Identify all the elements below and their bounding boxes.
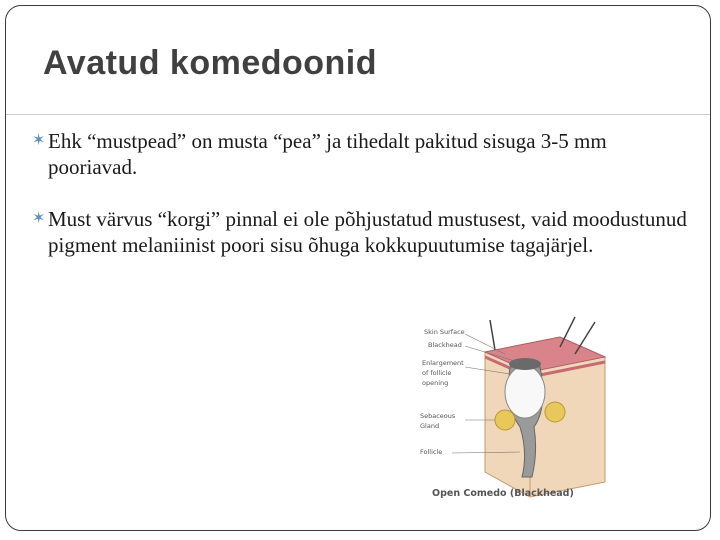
bullet-item bbox=[32, 128, 692, 180]
blackhead-diagram bbox=[410, 312, 610, 508]
bullet-item bbox=[32, 206, 692, 258]
title-divider bbox=[6, 114, 711, 115]
slide bbox=[5, 5, 711, 531]
label-sebaceous-1: Sebaceous bbox=[420, 412, 456, 420]
label-sebaceous-2: Gland bbox=[420, 422, 440, 430]
bullet-text: Must värvus “korgi” pinnal ei ole põhjustatud mustusest, vaid moodustunud pigment melaniinist poori sisu õhuga kokkupuutumise tagajärjel. bbox=[48, 207, 687, 257]
label-skin-surface: Skin Surface bbox=[424, 328, 465, 336]
label-enlargement-1: Enlargement bbox=[422, 359, 464, 367]
label-blackhead: Blackhead bbox=[428, 341, 462, 349]
label-enlargement-3: opening bbox=[422, 379, 449, 387]
bullet-list bbox=[32, 128, 692, 284]
slide-title: Avatud komedoonid bbox=[43, 44, 378, 82]
arrow-bullet-icon: ✶ bbox=[32, 132, 46, 149]
label-enlargement-2: of follicle bbox=[422, 369, 452, 377]
label-follicle: Follicle bbox=[420, 448, 443, 456]
bullet-text: Ehk “mustpead” on musta “pea” ja tihedalt pakitud sisuga 3-5 mm pooriavad. bbox=[48, 129, 607, 179]
arrow-bullet-icon: ✶ bbox=[32, 210, 46, 227]
figure-caption: Open Comedo (Blackhead) bbox=[432, 488, 574, 499]
